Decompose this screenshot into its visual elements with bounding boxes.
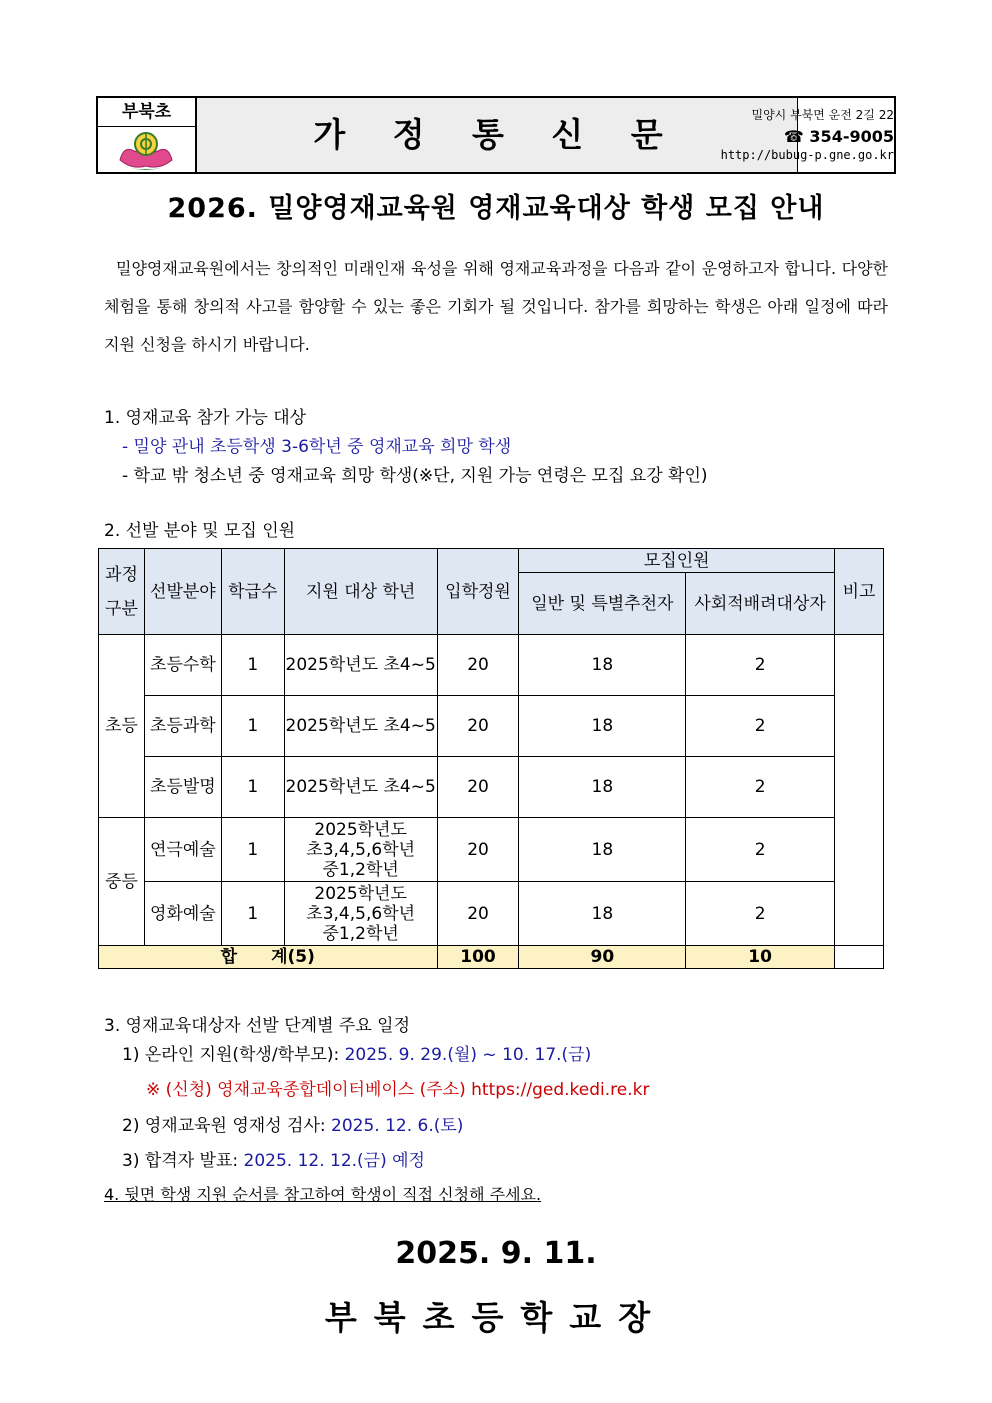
step2-label: 2) 영재교육원 영재성 검사: bbox=[122, 1116, 332, 1136]
step1-label: 1) 온라인 지원(학생/학부모): bbox=[122, 1045, 345, 1065]
page-title: 2026. 밀양영재교육원 영재교육대상 학생 모집 안내 bbox=[167, 193, 825, 224]
section4-notice: 4. 뒷면 학생 지원 순서를 참고하여 학생이 직접 신청해 주세요. bbox=[104, 1185, 542, 1204]
step3-date: 2025. 12. 12.(금) 예정 bbox=[243, 1151, 425, 1171]
target-line: 중1,2학년 bbox=[322, 923, 399, 944]
th-field: 선발분야 bbox=[144, 549, 221, 635]
classes-cell: 1 bbox=[221, 696, 284, 757]
th-classes: 학급수 bbox=[221, 549, 284, 635]
target-cell: 2025학년도 초4~5 bbox=[284, 635, 437, 696]
target-line: 2025학년도 bbox=[314, 819, 407, 840]
general-cell: 18 bbox=[519, 818, 686, 882]
th-social: 사회적배려대상자 bbox=[686, 573, 835, 635]
schedule-step-1 bbox=[122, 1040, 591, 1065]
target-cell: 2025학년도 초4~5 bbox=[284, 696, 437, 757]
capacity-cell: 20 bbox=[437, 882, 519, 946]
target-line: 중1,2학년 bbox=[322, 859, 399, 880]
th-course-type: 과정구분 bbox=[99, 549, 145, 635]
total-label: 합 계(5) bbox=[99, 946, 438, 969]
group-elementary: 초등 bbox=[99, 635, 145, 818]
schedule-step-1-note: ※ (신청) 영재교육종합데이터베이스 (주소) https://ged.kedi.re.kr bbox=[146, 1080, 650, 1100]
general-cell: 18 bbox=[519, 882, 686, 946]
target-line: 2025학년도 bbox=[314, 883, 407, 904]
step3-label: 3) 합격자 발표: bbox=[122, 1151, 244, 1171]
field-cell: 영화예술 bbox=[144, 882, 221, 946]
recruitment-table bbox=[98, 548, 884, 969]
target-line: 초3,4,5,6학년 bbox=[306, 903, 416, 924]
step1-date: 2025. 9. 29.(월) ~ 10. 17.(금) bbox=[344, 1045, 592, 1065]
section1-heading: 1. 영재교육 참가 가능 대상 bbox=[104, 408, 307, 428]
capacity-cell: 20 bbox=[437, 757, 519, 818]
social-cell: 2 bbox=[686, 818, 835, 882]
schedule-step-3 bbox=[122, 1146, 425, 1171]
classes-cell: 1 bbox=[221, 635, 284, 696]
total-social: 10 bbox=[686, 946, 835, 969]
target-cell: 2025학년도 초4~5 bbox=[284, 757, 437, 818]
school-phone: ☎ 354-9005 bbox=[783, 127, 894, 146]
social-cell: 2 bbox=[686, 882, 835, 946]
target-line: 초3,4,5,6학년 bbox=[306, 839, 416, 860]
th-recruit: 모집인원 bbox=[519, 549, 835, 573]
th-capacity: 입학정원 bbox=[437, 549, 519, 635]
general-cell: 18 bbox=[519, 696, 686, 757]
capacity-cell: 20 bbox=[437, 696, 519, 757]
th-note: 비고 bbox=[835, 549, 884, 635]
section2-heading: 2. 선발 분야 및 모집 인원 bbox=[104, 521, 296, 541]
social-cell: 2 bbox=[686, 635, 835, 696]
social-cell: 2 bbox=[686, 757, 835, 818]
school-name: 부북초 bbox=[98, 98, 195, 127]
note-cell bbox=[835, 635, 884, 946]
newsletter-header bbox=[96, 96, 896, 174]
field-cell: 초등수학 bbox=[144, 635, 221, 696]
field-cell: 초등발명 bbox=[144, 757, 221, 818]
target-cell bbox=[284, 882, 437, 946]
general-cell: 18 bbox=[519, 635, 686, 696]
section1-item-1: - 밀양 관내 초등학생 3-6학년 중 영재교육 희망 학생 bbox=[122, 437, 512, 457]
school-contact bbox=[720, 98, 894, 172]
th-general: 일반 및 특별추천자 bbox=[519, 573, 686, 635]
social-cell: 2 bbox=[686, 696, 835, 757]
field-cell: 초등과학 bbox=[144, 696, 221, 757]
total-capacity: 100 bbox=[437, 946, 519, 969]
school-url: http://bubug-p.gne.go.kr bbox=[720, 148, 894, 162]
schedule-step-2 bbox=[122, 1111, 463, 1136]
section1-item-2: - 학교 밖 청소년 중 영재교육 희망 학생(※단, 지원 가능 연령은 모집 요강 확인) bbox=[122, 466, 708, 486]
capacity-cell: 20 bbox=[437, 635, 519, 696]
total-general: 90 bbox=[519, 946, 686, 969]
capacity-cell: 20 bbox=[437, 818, 519, 882]
step2-date: 2025. 12. 6.(토) bbox=[331, 1116, 464, 1136]
newsletter-title: 가 정 통 신 문 bbox=[197, 98, 798, 172]
school-address: 밀양시 부북면 운전 2길 22 bbox=[751, 108, 894, 122]
total-note bbox=[835, 946, 884, 969]
target-cell bbox=[284, 818, 437, 882]
intro-paragraph: 밀양영재교육원에서는 창의적인 미래인재 육성을 위해 영재교육과정을 다음과 같이 운영하고자 합니다. 다양한 체험을 통해 창의적 사고를 함양할 수 있는 좋은 기회가 될 것입니다. 참가를 희망하는 학생은 아래 일정에 따라 지원 신청을 하시기 바랍니다. bbox=[104, 259, 888, 354]
group-middle: 중등 bbox=[99, 818, 145, 946]
school-emblem-icon bbox=[116, 130, 176, 170]
school-badge bbox=[98, 98, 197, 172]
general-cell: 18 bbox=[519, 757, 686, 818]
principal-signature: 부북초등학교장 bbox=[324, 1298, 668, 1337]
th-target: 지원 대상 학년 bbox=[284, 549, 437, 635]
issue-date: 2025. 9. 11. bbox=[395, 1236, 597, 1271]
classes-cell: 1 bbox=[221, 757, 284, 818]
field-cell: 연극예술 bbox=[144, 818, 221, 882]
classes-cell: 1 bbox=[221, 882, 284, 946]
section3-heading: 3. 영재교육대상자 선발 단계별 주요 일정 bbox=[104, 1016, 410, 1036]
classes-cell: 1 bbox=[221, 818, 284, 882]
